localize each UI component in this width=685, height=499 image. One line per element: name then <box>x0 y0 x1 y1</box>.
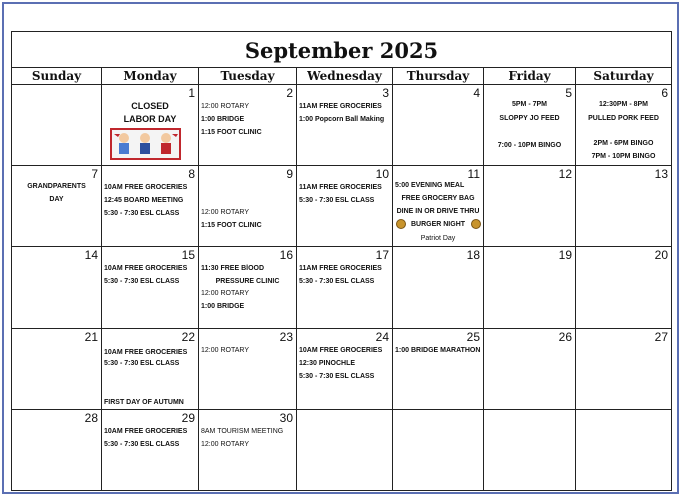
day-header-sunday: Sunday <box>12 68 102 85</box>
day-cell-19 <box>484 247 576 329</box>
event-text: 5:30 - 7:30 ESL CLASS <box>104 278 180 285</box>
day-number: 18 <box>466 248 480 262</box>
day-cell-23 <box>199 329 297 410</box>
calendar <box>11 31 672 491</box>
event-text: PULLED PORK FEED <box>588 115 659 122</box>
day-number: 10 <box>375 167 389 181</box>
day-cell-5 <box>484 85 576 166</box>
event-text: GRANDPARENTS <box>27 183 86 190</box>
day-cell-3 <box>297 85 393 166</box>
day-cell-25 <box>393 329 484 410</box>
event-text: 2PM - 6PM BINGO <box>593 140 654 147</box>
day-cell-empty <box>297 410 393 491</box>
day-cell-2 <box>199 85 297 166</box>
day-header-saturday: Saturday <box>576 68 671 85</box>
day-number: 16 <box>279 248 293 262</box>
day-cell-28 <box>12 410 102 491</box>
event-text: 11AM FREE GROCERIES <box>299 103 382 110</box>
day-cell-18 <box>393 247 484 329</box>
day-cell-10 <box>297 166 393 247</box>
kids-illustration <box>110 128 181 160</box>
event-text: 12:00 ROTARY <box>201 103 249 110</box>
day-cell-4 <box>393 85 484 166</box>
day-number: 23 <box>279 330 293 344</box>
event-text: 5:30 - 7:30 ESL CLASS <box>104 210 180 217</box>
day-cell-empty <box>576 410 671 491</box>
day-number: 19 <box>558 248 572 262</box>
day-number: 25 <box>466 330 480 344</box>
day-number: 3 <box>382 86 389 100</box>
day-number: 6 <box>661 86 668 100</box>
day-number: 8 <box>188 167 195 181</box>
event-text: DAY <box>49 196 64 203</box>
event-text: 1:15 FOOT CLINIC <box>201 222 262 229</box>
day-cell-21 <box>12 329 102 410</box>
day-number: 12 <box>558 167 572 181</box>
day-header-friday: Friday <box>484 68 576 85</box>
event-text: 5:30 - 7:30 ESL CLASS <box>299 278 375 285</box>
day-header-monday: Monday <box>102 68 199 85</box>
day-cell-27 <box>576 329 671 410</box>
day-cell-6 <box>576 85 671 166</box>
day-number: 17 <box>375 248 389 262</box>
event-text: 8AM TOURISM MEETING <box>201 428 284 435</box>
day-number: 5 <box>565 86 572 100</box>
day-number: 30 <box>279 411 293 425</box>
event-text: 12:30PM - 8PM <box>598 101 649 108</box>
event-text: 1:00 BRIDGE MARATHON <box>395 347 481 354</box>
event-text: 11:30 FREE BlOOD <box>201 265 265 272</box>
day-cell-20 <box>576 247 671 329</box>
event-text: 5:30 - 7:30 ESL CLASS <box>299 373 375 380</box>
event-text: 1:00 Popcorn Ball Making <box>299 116 385 123</box>
day-cell-8 <box>102 166 199 247</box>
day-number: 2 <box>286 86 293 100</box>
day-cell-empty <box>393 410 484 491</box>
day-header-wednesday: Wednesday <box>297 68 393 85</box>
burger-icon <box>396 219 406 229</box>
event-text: 12:00 ROTARY <box>201 209 249 216</box>
event-text: SLOPPY JO FEED <box>499 115 560 122</box>
day-cell-9 <box>199 166 297 247</box>
day-number: 20 <box>654 248 668 262</box>
event-text: 5:30 - 7:30 ESL CLASS <box>104 441 180 448</box>
calendar-title: September 2025 <box>12 32 671 68</box>
day-number: 29 <box>181 411 195 425</box>
day-cell-14 <box>12 247 102 329</box>
event-text: 7PM - 10PM BINGO <box>591 153 656 160</box>
day-cell-7 <box>12 166 102 247</box>
event-text: 1:00 BRIDGE <box>201 116 245 123</box>
day-cell-empty <box>12 85 102 166</box>
event-text: Patriot Day <box>420 235 456 242</box>
day-number: 27 <box>654 330 668 344</box>
day-number: 14 <box>84 248 98 262</box>
burger-icon <box>471 219 481 229</box>
event-text: 10AM FREE GROCERIES <box>299 347 383 354</box>
day-cell-13 <box>576 166 671 247</box>
day-number: 22 <box>181 330 195 344</box>
event-text: 12:00 ROTARY <box>201 347 249 354</box>
event-text: 12:30 PINOCHLE <box>299 360 356 367</box>
event-text: 5PM - 7PM <box>511 101 547 108</box>
day-cell-22 <box>102 329 199 410</box>
event-text: 5:30 - 7:30 ESL CLASS <box>104 360 180 367</box>
event-text: 11AM FREE GROCERIES <box>299 184 382 191</box>
day-number: 1 <box>188 86 195 100</box>
event-text: 10AM FREE GROCERIES <box>104 349 188 356</box>
event-text: 10AM FREE GROCERIES <box>104 184 188 191</box>
event-text: 1:00 BRIDGE <box>201 303 245 310</box>
day-cell-29 <box>102 410 199 491</box>
closed-notice: LABOR DAY <box>123 114 177 124</box>
event-text: 10AM FREE GROCERIES <box>104 428 188 435</box>
day-cell-26 <box>484 329 576 410</box>
day-header-tuesday: Tuesday <box>199 68 297 85</box>
event-text: 12:00 ROTARY <box>201 290 249 297</box>
event-text: 10AM FREE GROCERIES <box>104 265 188 272</box>
closed-notice: CLOSED <box>131 101 169 111</box>
day-number: 4 <box>473 86 480 100</box>
event-text: FREE GROCERY BAG <box>401 195 475 202</box>
day-number: 26 <box>558 330 572 344</box>
event-text: 11AM FREE GROCERIES <box>299 265 382 272</box>
day-cell-12 <box>484 166 576 247</box>
event-text: 5:30 - 7:30 ESL CLASS <box>299 197 375 204</box>
day-number: 28 <box>84 411 98 425</box>
event-text: 7:00 - 10PM BINGO <box>497 142 562 149</box>
event-text: 12:00 ROTARY <box>201 441 249 448</box>
page-frame <box>2 2 679 494</box>
day-number: 24 <box>375 330 389 344</box>
day-number: 13 <box>654 167 668 181</box>
day-cell-16 <box>199 247 297 329</box>
day-number: 9 <box>286 167 293 181</box>
event-text: PRESSURE CLINIC <box>215 278 280 285</box>
event-text: DINE IN OR DRIVE THRU <box>396 208 480 215</box>
event-text: 5:00 EVENING MEAL <box>395 182 465 189</box>
day-cell-empty <box>484 410 576 491</box>
event-text: 12:45 BOARD MEETING <box>104 197 184 204</box>
event-text: 1:15 FOOT CLINIC <box>201 129 262 136</box>
day-cell-24 <box>297 329 393 410</box>
event-text: BURGER NIGHT <box>410 221 466 228</box>
event-text: FIRST DAY OF AUTUMN <box>104 399 184 406</box>
day-cell-15 <box>102 247 199 329</box>
day-cell-17 <box>297 247 393 329</box>
day-cell-11 <box>393 166 484 247</box>
day-cell-30 <box>199 410 297 491</box>
day-cell-1 <box>102 85 199 166</box>
day-number: 15 <box>181 248 195 262</box>
day-header-thursday: Thursday <box>393 68 484 85</box>
day-number: 11 <box>467 167 480 181</box>
day-number: 21 <box>84 330 98 344</box>
day-number: 7 <box>91 167 98 181</box>
